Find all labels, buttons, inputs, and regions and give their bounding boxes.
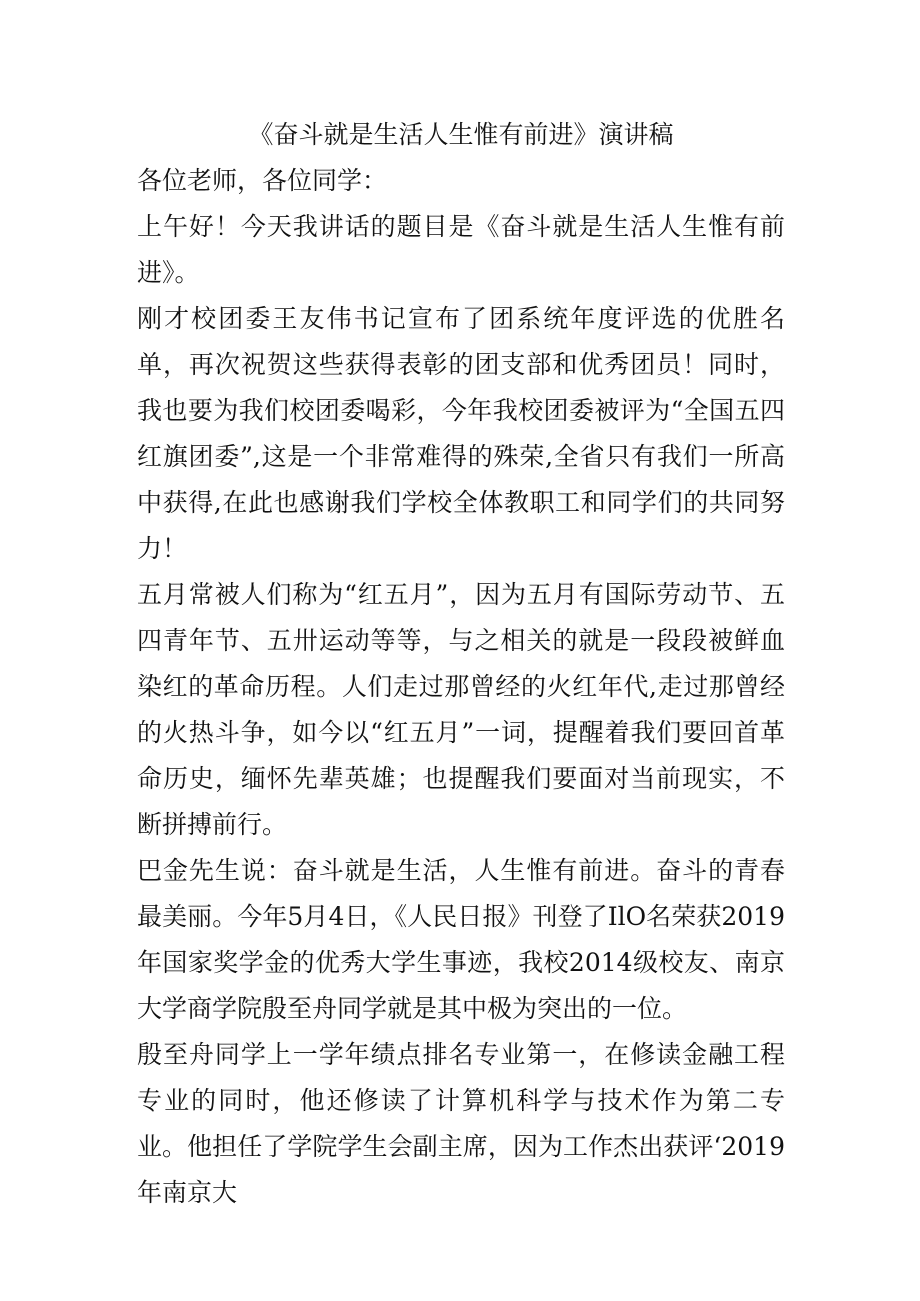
document-title: 《奋斗就是生活人生惟有前进》演讲稿: [248, 120, 674, 149]
paragraph-2: 刚才校团委王友伟书记宣布了团系统年度评选的优胜名单，再次祝贺这些获得表彰的团支部和优秀团员！同时，我也要为我们校团委喝彩，今年我校团委被评为“全国五四红旗团委”,这是一个非常难得的殊荣,全省只有我们一所高中获得,在此也感谢我们学校全体教职工和同学们的共同努力！: [137, 304, 785, 563]
greeting-line: 各位老师，各位同学：: [137, 166, 388, 195]
paragraph-1: 上午好！今天我讲话的题目是《奋斗就是生活人生惟有前进》。: [137, 212, 785, 287]
paragraph-5: 殷至舟同学上一学年绩点排名专业第一，在修读金融工程专业的同时，他还修读了计算机科学与技术作为第二专业。他担任了学院学生会副主席，因为工作杰出获评‘2019年南京大: [137, 1040, 785, 1207]
document-body: [137, 112, 785, 1216]
paragraph-3: 五月常被人们称为“红五月”，因为五月有国际劳动节、五四青年节、五卅运动等等，与之相关的就是一段段被鲜血染红的革命历程。人们走过那曾经的火红年代,走过那曾经的火热斗争，如今以“红五月”一词，提醒着我们要回首革命历史，缅怀先辈英雄；也提醒我们要面对当前现实，不断拼搏前行。: [137, 580, 785, 839]
paragraph-4: 巴金先生说：奋斗就是生活，人生惟有前进。奋斗的青春最美丽。今年5月4日，《人民日报》刊登了IlO名荣获2019年国家奖学金的优秀大学生事迹，我校2014级校友、南京大学商学院殷至舟同学就是其中极为突出的一位。: [137, 856, 785, 1023]
